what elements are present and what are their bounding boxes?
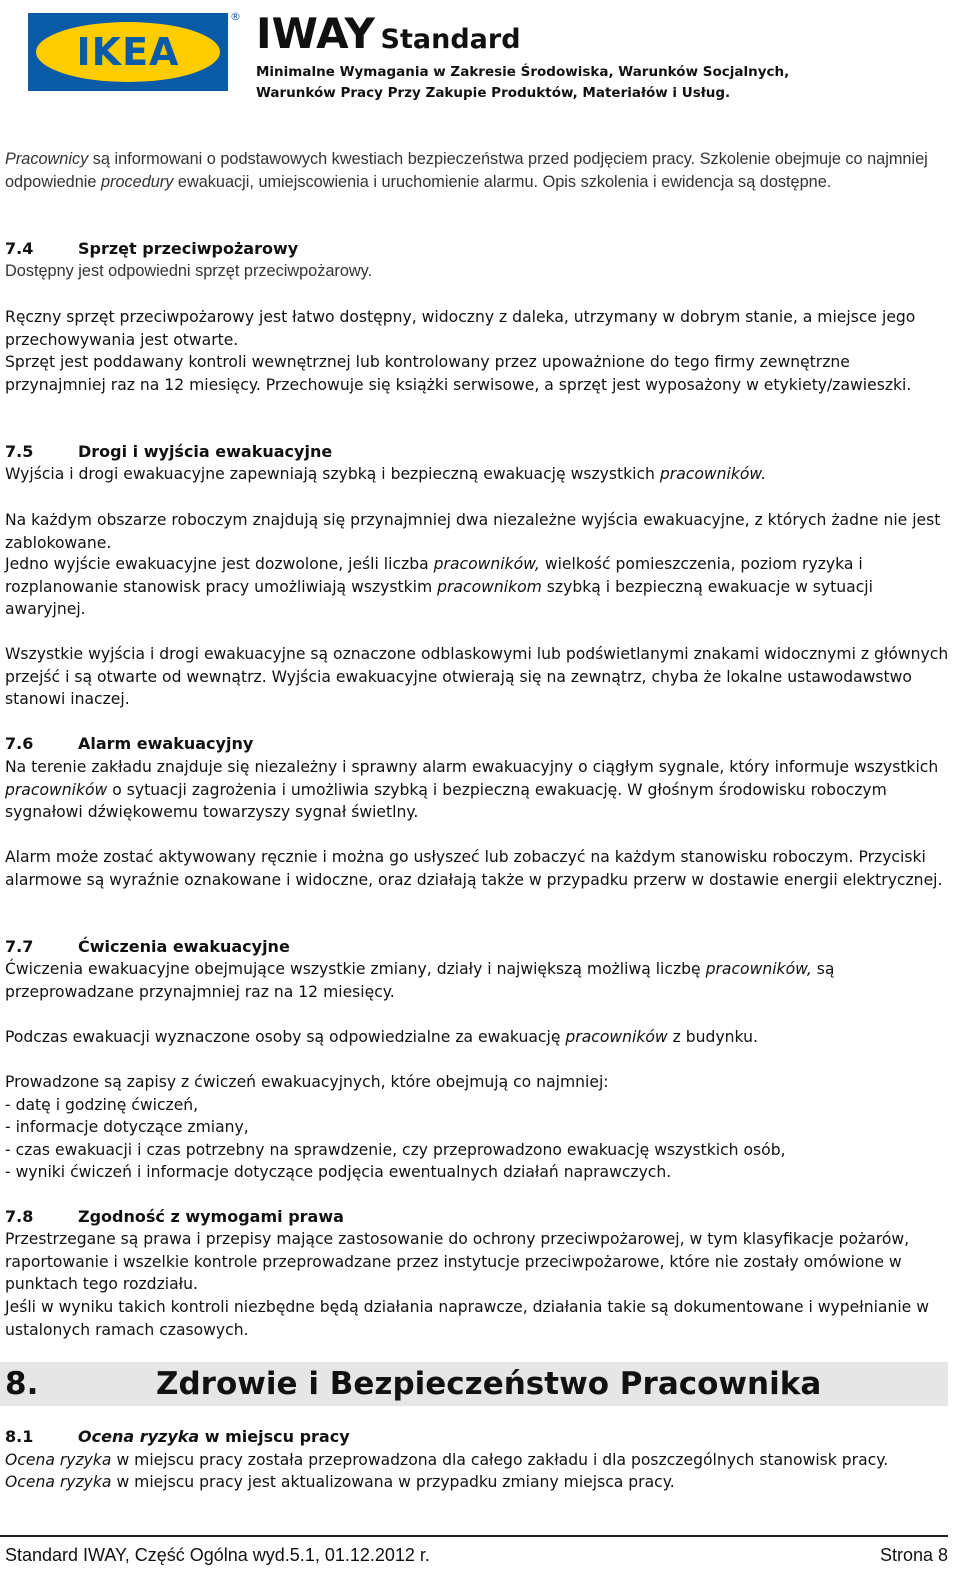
- heading-number: 7.4: [5, 239, 34, 258]
- em: pracowników,: [433, 555, 540, 573]
- em: pracowników: [5, 780, 108, 799]
- footer-page-number: Strona 8: [879, 1545, 948, 1565]
- heading-number: 7.5: [5, 442, 34, 461]
- list-item: - czas ewakuacji i czas potrzebny na sprawdzenie, czy przeprowadzono ewakuację wszystkich osób,: [5, 1140, 786, 1159]
- s78-paragraph-1: Przestrzegane są prawa i przepisy mające zastosowanie do ochrony przeciwpożarowej, w tym klasyfikacje pożarów, raportowanie i wszelkie kontrole przeprowadzane przez instytucje przeciwpożarowe, które nie zostały omówione w punktach tego rozdziału.: [5, 1230, 910, 1293]
- heading-title: Ćwiczenia ewakuacyjne: [78, 937, 290, 956]
- heading-title: w miejscu pracy: [199, 1427, 350, 1446]
- s75-paragraph-2: Na każdym obszarze roboczym znajdują się przynajmniej dwa niezależne wyjścia ewakuacyjne, z których żadne nie jest zablokowane.: [5, 511, 941, 552]
- intro-text-2: są informowani o podstawowych kwestiach bezpieczeństwa przed podjęciem pracy. Szkolenie obejmuje co najmniej odpowiednie: [5, 150, 928, 191]
- s75-paragraph-4: Wszystkie wyjścia i drogi ewakuacyjne są oznaczone odblaskowymi lub podświetlanymi znakami widocznymi z głównych przejść i są otwarte od wewnątrz. Wyjścia ewakuacyjne otwierają się na zewnątrz, chyba że lokalne ustawodawstwo stanowi inaczej.: [5, 645, 949, 708]
- heading-7-6: [5, 733, 253, 755]
- section-title-text: Zdrowie i Bezpieczeństwo Pracownika: [156, 1366, 822, 1402]
- em: pracowników.: [659, 465, 767, 483]
- s76-paragraph-1: [5, 756, 951, 824]
- list-item: - datę i godzinę ćwiczeń,: [5, 1095, 199, 1114]
- em: Ocena ryzyka: [5, 1451, 112, 1469]
- logo-text: IKEA: [76, 30, 180, 74]
- list-intro: Prowadzone są zapisy z ćwiczeń ewakuacyjnych, które obejmują co najmniej:: [5, 1073, 609, 1091]
- em: Ocena ryzyka: [5, 1473, 112, 1491]
- heading-title: Drogi i wyjścia ewakuacyjne: [78, 442, 333, 461]
- s76-paragraph-2: Alarm może zostać aktywowany ręcznie i można go usłyszeć lub zobaczyć na każdym stanowisku roboczym. Przyciski alarmowe są wyraźnie oznakowane i widoczne, oraz działają także w przypadku przerw w dostawie energii elektrycznej.: [5, 848, 943, 889]
- section-8-title: [5, 1362, 821, 1406]
- text: z budynku.: [667, 1028, 758, 1046]
- heading-title: Alarm ewakuacyjny: [78, 734, 254, 753]
- text: Jedno wyjście ewakuacyjne jest dozwolone, jeśli liczba: [5, 555, 434, 573]
- text: Wyjścia i drogi ewakuacyjne zapewniają szybką i bezpieczną ewakuację wszystkich: [5, 465, 660, 483]
- s74-paragraph-2: Ręczny sprzęt przeciwpożarowy jest łatwo dostępny, widoczny z daleka, utrzymany w dobrym stanie, a miejsce jego przechowywania jest otwarte.: [5, 308, 916, 349]
- text: wielkość pomieszczenia, poziom ryzyka i rozplanowanie stanowisk pracy umożliwiają wszystkim: [5, 555, 863, 596]
- text: są przeprowadzane przynajmniej raz na 12 miesięcy.: [5, 960, 835, 1001]
- footer-document-info: Standard IWAY, Część Ogólna wyd.5.1, 01.12.2012 r.: [5, 1545, 430, 1565]
- text: Ćwiczenia ewakuacyjne obejmujące wszystkie zmiany, działy i największą możliwą liczbę: [5, 960, 706, 978]
- heading-title: Sprzęt przeciwpożarowy: [78, 239, 299, 258]
- heading-number: 8.1: [5, 1427, 34, 1446]
- heading-number: 7.6: [5, 734, 34, 753]
- s77-paragraph-1: [5, 958, 951, 1003]
- text: Na terenie zakładu znajduje się niezależny i sprawny alarm ewakuacyjny o ciągłym sygnale, który informuje wszystkich: [5, 758, 939, 776]
- em: pracowników: [565, 1028, 668, 1046]
- s77-paragraph-2: [5, 1026, 951, 1049]
- intro-em-1: Pracownicy: [5, 150, 89, 168]
- s77-paragraph-3: [5, 1071, 951, 1184]
- header-subtitle-1: Minimalne Wymagania w Zakresie Środowiska, Warunków Socjalnych,: [256, 64, 790, 80]
- header-title: [256, 10, 521, 67]
- intro-paragraph: [5, 148, 951, 193]
- header-title-small: Standard: [380, 24, 521, 55]
- s74-paragraph-3: Sprzęt jest poddawany kontroli wewnętrznej lub kontrolowany przez upoważnione do tego firmy zewnętrzne przynajmniej raz na 12 miesięcy. Przechowuje się książki serwisowe, a sprzęt jest wyposażony w etykiety/zawieszki.: [5, 353, 912, 394]
- text: Podczas ewakuacji wyznaczone osoby są odpowiedzialne za ewakuację: [5, 1028, 566, 1046]
- text: w miejscu pracy jest aktualizowana w przypadku zmiany miejsca pracy.: [111, 1473, 675, 1491]
- text: o sytuacji zagrożenia i umożliwia szybką i bezpieczną ewakuację. W głośnym środowisku roboczym sygnałowi dźwiękowemu towarzyszy sygnał świetlny.: [5, 780, 887, 821]
- s81-line-2: [5, 1471, 951, 1494]
- heading-7-7: [5, 936, 290, 958]
- ikea-logo: [28, 13, 228, 91]
- heading-title-em: Ocena ryzyka: [78, 1427, 200, 1446]
- intro-text-4: ewakuacji, umiejscowienia i uruchomienie alarmu. Opis szkolenia i ewidencja są dostępne.: [173, 172, 832, 191]
- s75-paragraph-1: [5, 463, 951, 486]
- em: pracownikom: [437, 577, 542, 596]
- s75-paragraph-3: [5, 553, 951, 621]
- text: szybką i bezpieczną ewakuacje w sytuacji awaryjnej.: [5, 577, 873, 618]
- s74-paragraph-1: Dostępny jest odpowiedni sprzęt przeciwpożarowy.: [5, 262, 373, 280]
- heading-7-8: [5, 1206, 344, 1228]
- heading-number: 7.7: [5, 937, 34, 956]
- heading-7-4: [5, 238, 298, 260]
- registered-mark: ®: [230, 10, 241, 23]
- header-title-big: IWAY: [256, 9, 375, 58]
- em: pracowników,: [705, 960, 812, 978]
- list-item: - wyniki ćwiczeń i informacje dotyczące podjęcia ewentualnych działań naprawczych.: [5, 1163, 672, 1181]
- s81-line-1: [5, 1449, 951, 1472]
- text: w miejscu pracy została przeprowadzona dla całego zakładu i dla poszczególnych stanowisk pracy.: [111, 1451, 889, 1469]
- heading-7-5: [5, 441, 332, 463]
- list-item: - informacje dotyczące zmiany,: [5, 1118, 249, 1136]
- header-subtitle-2: Warunków Pracy Przy Zakupie Produktów, Materiałów i Usług.: [256, 85, 731, 101]
- heading-number: 7.8: [5, 1207, 34, 1226]
- heading-title: Zgodność z wymogami prawa: [78, 1207, 344, 1226]
- footer-divider: [0, 1535, 948, 1537]
- section-number: 8.: [5, 1366, 39, 1402]
- s78-paragraph-2: Jeśli w wyniku takich kontroli niezbędne będą działania naprawcze, działania takie są dokumentowane i wypełnianie w ustalonych ramach czasowych.: [5, 1298, 929, 1339]
- heading-8-1: [5, 1426, 350, 1448]
- intro-em-3: procedury: [100, 172, 174, 191]
